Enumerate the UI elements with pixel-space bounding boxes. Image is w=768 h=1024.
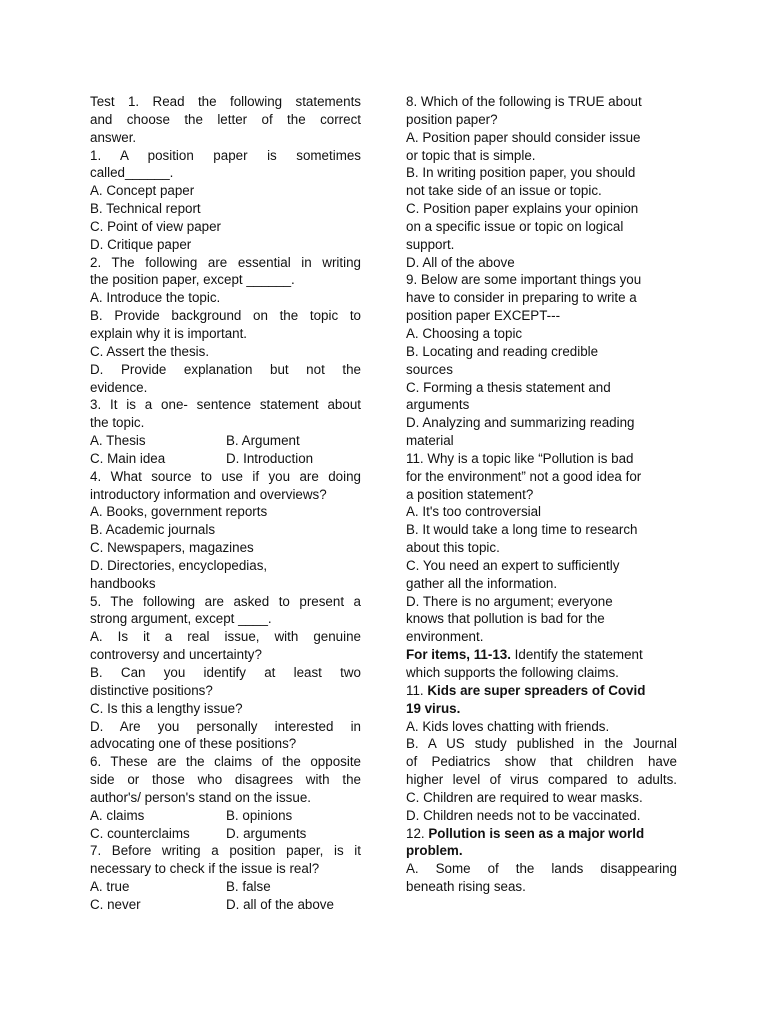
text-line — [90, 450, 361, 468]
text-line: D. All of the above — [406, 254, 515, 270]
text-line: A. Choosing a topic — [406, 325, 523, 341]
text-line: A. Books, government reports — [90, 504, 268, 520]
text-line: 9. Below are some important things you — [406, 272, 642, 288]
text-line: A. Introduce the topic. — [90, 290, 221, 306]
option-right: B. Argument — [226, 433, 300, 449]
text-line: A. Is it a real issue, with genuine — [90, 629, 361, 645]
text-line: D. Children needs not to be vaccinated. — [406, 807, 641, 823]
text-line: or topic that is simple. — [406, 147, 536, 163]
text-line: the topic. — [90, 415, 145, 431]
text-line: distinctive positions? — [90, 682, 213, 698]
text-line: B. In writing position paper, you should — [406, 165, 636, 181]
text-line: of Pediatrics show that children have — [406, 754, 677, 770]
text-line: gather all the information. — [406, 575, 558, 591]
text-line: B. Provide background on the topic to — [90, 308, 361, 324]
left-column — [90, 93, 361, 914]
text-line — [90, 825, 361, 843]
text-line — [406, 825, 677, 843]
text-line: C. Assert the thesis. — [90, 343, 210, 359]
text-line: environment. — [406, 629, 484, 645]
text-line: B. A US study published in the Journal — [406, 736, 677, 752]
text-line: B. Can you identify at least two — [90, 665, 361, 680]
text-line: controversy and uncertainty? — [90, 647, 262, 663]
text-line: have to consider in preparing to write a — [406, 290, 637, 306]
text-line: strong argument, except ____. — [90, 611, 272, 627]
option-left: C. counterclaims — [90, 825, 190, 841]
line-prefix: 11. — [406, 682, 428, 698]
text-line: C. Newspapers, magazines — [90, 540, 254, 556]
right-column — [406, 93, 677, 896]
text-line: higher level of virus compared to adults. — [406, 772, 677, 788]
text-line: about this topic. — [406, 540, 500, 556]
bold-text: problem. — [406, 843, 463, 859]
option-left: A. claims — [90, 807, 145, 823]
text-line: on a specific issue or topic on logical — [406, 218, 624, 234]
option-left: A. true — [90, 879, 130, 895]
text-line: A. Position paper should consider issue — [406, 129, 641, 145]
option-left: C. Main idea — [90, 450, 166, 466]
text-line: B. It would take a long time to research — [406, 522, 638, 538]
text-line — [406, 646, 677, 664]
text-line: A. Kids loves chatting with friends. — [406, 718, 610, 734]
bold-text: 19 virus. — [406, 700, 461, 716]
option-left: C. never — [90, 896, 141, 912]
text-line: A. It's too controversial — [406, 504, 542, 520]
text-line: 7. Before writing a position paper, is it — [90, 843, 361, 859]
text-line: position paper EXCEPT--- — [406, 308, 561, 324]
text-line: 6. These are the claims of the opposite — [90, 754, 361, 770]
option-right: D. Introduction — [226, 450, 314, 466]
text-line: C. Forming a thesis statement and — [406, 379, 611, 395]
text-line — [406, 700, 677, 718]
text-line: D. There is no argument; everyone — [406, 593, 613, 609]
text-line: side or those who disagrees with the — [90, 772, 361, 788]
option-right: B. false — [226, 879, 271, 895]
text-line: 11. Why is a topic like “Pollution is bad — [406, 450, 634, 466]
text-line: support. — [406, 236, 455, 252]
text-line: introductory information and overviews? — [90, 486, 327, 502]
text-line — [90, 807, 361, 825]
text-line: for the environment” not a good idea for — [406, 468, 642, 484]
text-line: D. Directories, encyclopedias, — [90, 557, 268, 573]
text-line: D. Are you personally interested in — [90, 718, 361, 734]
text-line: answer. — [90, 129, 137, 145]
text-line: B. Locating and reading credible — [406, 343, 599, 359]
text-line: arguments — [406, 397, 470, 413]
option-right: B. opinions — [226, 807, 293, 823]
option-left: A. Thesis — [90, 433, 146, 449]
text-line: D. Critique paper — [90, 236, 192, 252]
text-line: called______. — [90, 165, 174, 181]
text-line: A. Some of the lands disappearing — [406, 861, 677, 877]
text-line: 4. What source to use if you are doing — [90, 468, 361, 484]
text-line: necessary to check if the issue is real? — [90, 861, 320, 877]
text-line: position paper? — [406, 111, 498, 127]
text-line: and choose the letter of the correct — [90, 111, 361, 127]
text-line: which supports the following claims. — [406, 665, 619, 680]
text-line: a position statement? — [406, 486, 534, 502]
text-line: not take side of an issue or topic. — [406, 183, 602, 199]
text-line — [406, 842, 677, 860]
text-line: C. Point of view paper — [90, 218, 221, 234]
text-line: material — [406, 433, 454, 449]
text-line: C. Position paper explains your opinion — [406, 201, 639, 217]
text-line: C. Children are required to wear masks. — [406, 789, 643, 805]
text-line: author's/ person's stand on the issue. — [90, 789, 311, 805]
text-line: 3. It is a one- sentence statement about — [90, 397, 361, 413]
line-prefix: 12. — [406, 825, 429, 841]
text-line: Test 1. Read the following statements — [90, 94, 361, 109]
text-line: B. Academic journals — [90, 522, 216, 538]
text-line — [90, 896, 361, 914]
text-line: C. You need an expert to sufficiently — [406, 557, 620, 573]
text-line: D. Provide explanation but not the — [90, 361, 361, 377]
text-line: the position paper, except ______. — [90, 272, 295, 288]
text-line: beneath rising seas. — [406, 879, 526, 895]
text-line: 5. The following are asked to present a — [90, 593, 361, 609]
option-right: D. arguments — [226, 825, 307, 841]
text-line — [90, 432, 361, 450]
text-line: 8. Which of the following is TRUE about — [406, 94, 642, 109]
text-line: handbooks — [90, 575, 156, 591]
line-text: Identify the statement — [510, 647, 643, 663]
text-line: explain why it is important. — [90, 325, 248, 341]
text-line: 1. A position paper is sometimes — [90, 147, 361, 163]
option-right: D. all of the above — [226, 896, 334, 912]
text-line — [90, 878, 361, 896]
text-line: B. Technical report — [90, 201, 201, 217]
bold-text: For items, 11-13. — [406, 647, 511, 663]
text-line: evidence. — [90, 379, 148, 395]
text-line: knows that pollution is bad for the — [406, 611, 605, 627]
text-line: advocating one of these positions? — [90, 736, 297, 752]
text-line — [406, 682, 677, 700]
text-line: C. Is this a lengthy issue? — [90, 700, 243, 716]
text-line: 2. The following are essential in writing — [90, 254, 361, 270]
text-line: sources — [406, 361, 453, 377]
text-line: D. Analyzing and summarizing reading — [406, 415, 635, 431]
bold-text: Pollution is seen as a major world — [428, 825, 645, 841]
text-line: A. Concept paper — [90, 183, 195, 199]
bold-text: Kids are super spreaders of Covid — [427, 682, 646, 698]
